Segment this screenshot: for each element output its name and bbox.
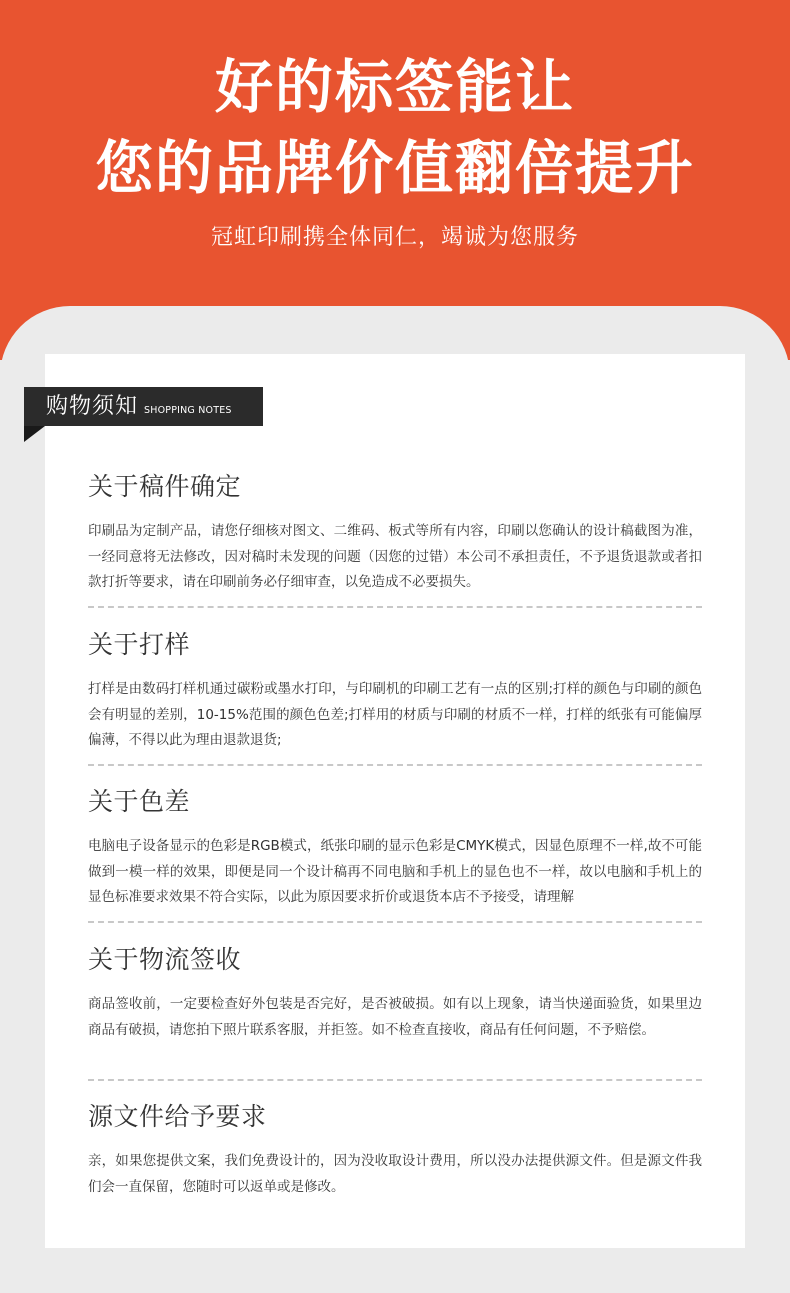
section-divider xyxy=(88,606,702,608)
section-proofing xyxy=(88,628,702,754)
hero-title-line2: 您的品牌价值翻倍提升 xyxy=(94,134,695,202)
hero-subtitle: 冠虹印刷携全体同仁，竭诚为您服务 xyxy=(210,225,579,250)
section-body: 商品签收前，一定要检查好外包装是否完好，是否被破损。如有以上现象，请当快递面验货，如果里边商品有破损，请您拍下照片联系客服，并拒签。如不检查直接收，商品有任何问题，不予赔偿。 xyxy=(88,996,702,1038)
section-body: 电脑电子设备显示的色彩是RGB模式，纸张印刷的显示色彩是CMYK模式，因显色原理不一样,故不可能做到一模一样的效果，即便是同一个设计稿再不同电脑和手机上的显色也不一样，故以电脑和手机上的显色标准要求效果不符合实际，以此为原因要求折价或退货本店不予接受，请理解 xyxy=(88,838,702,905)
hero-title-line1: 好的标签能让 xyxy=(214,53,575,121)
section-divider xyxy=(88,1079,702,1081)
section-divider xyxy=(88,921,702,923)
section-title: 关于稿件确定 xyxy=(88,472,242,501)
tag-fold-corner xyxy=(24,426,45,442)
shopping-notes-tag xyxy=(24,387,263,426)
section-logistics-signing xyxy=(88,943,702,1043)
section-title: 关于色差 xyxy=(88,787,191,816)
tag-label-en: SHOPPING NOTES xyxy=(144,405,232,416)
section-color-difference xyxy=(88,785,702,911)
section-body: 印刷品为定制产品，请您仔细核对图文、二维码、板式等所有内容，印刷以您确认的设计稿截图为准，一经同意将无法修改，因对稿时未发现的问题（因您的过错）本公司不承担责任，不予退货退款或者扣款打折等要求，请在印刷前务必仔细审查，以免造成不必要损失。 xyxy=(88,523,702,590)
section-divider xyxy=(88,764,702,766)
section-draft-confirm xyxy=(88,470,702,596)
tag-label-zh: 购物须知 xyxy=(46,394,139,419)
section-source-files xyxy=(88,1100,702,1200)
section-title: 关于打样 xyxy=(88,630,191,659)
section-title: 源文件给予要求 xyxy=(88,1102,267,1131)
section-title: 关于物流签收 xyxy=(88,945,242,974)
section-body: 打样是由数码打样机通过碳粉或墨水打印，与印刷机的印刷工艺有一点的区别;打样的颜色与印刷的颜色会有明显的差别，10-15%范围的颜色色差;打样用的材质与印刷的材质不一样，打样的纸张有可能偏厚偏薄，不得以此为理由退款退货; xyxy=(88,681,702,748)
section-body: 亲，如果您提供文案，我们免费设计的，因为没收取设计费用，所以没办法提供源文件。但是源文件我们会一直保留，您随时可以返单或是修改。 xyxy=(88,1153,702,1195)
